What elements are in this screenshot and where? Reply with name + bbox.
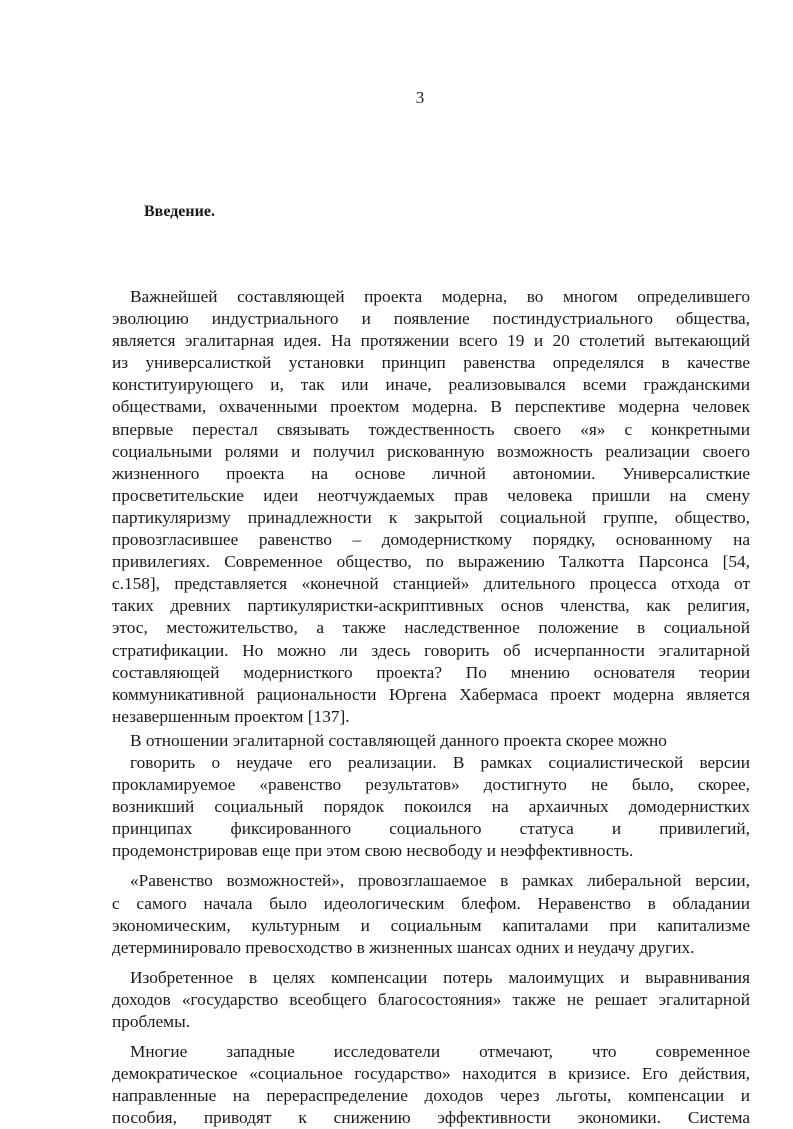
- text-line: является эгалитарная идея. На протяжении всего 19 и 20 столетий вытекающий: [112, 331, 750, 351]
- text-line: из универсалисткой установки принцип равенства определялся в качестве: [112, 353, 750, 373]
- text-line: партикуляризму принадлежности к закрытой социальной группе, общество,: [112, 507, 750, 527]
- paragraph: [112, 870, 750, 958]
- text-line: детерминировало превосходство в жизненных шансах одних и неудачу других.: [112, 937, 695, 957]
- text-line: принципах фиксированного социального статуса и привилегий,: [112, 819, 750, 839]
- text-line: впервые перестал связывать тождественность своего «я» с конкретными: [112, 419, 750, 439]
- text-line: с.158], представляется «конечной станцией» длительного процесса отхода от: [112, 574, 750, 594]
- text-line: этос, местожительство, а также наследственное положение в социальной: [112, 618, 750, 638]
- text-line: продемонстрировав еще при этом свою несвободу и неэффективность.: [112, 841, 634, 861]
- text-line: прокламируемое «равенство результатов» достигнуто не было, скорее,: [112, 775, 750, 795]
- text-line: возникший социальный порядок покоился на архаичных домодернистких: [112, 797, 750, 817]
- paragraph: [112, 967, 750, 1033]
- text-line: Многие западные исследователи отмечают, что современное: [130, 1042, 750, 1062]
- text-line: конституирующего и, так или иначе, реализовывался всеми гражданскими: [112, 375, 750, 395]
- text-line: провозгласившее равенство – домодернисткому порядку, основанному на: [112, 530, 750, 550]
- text-line: говорить о неудаче его реализации. В рамках социалистической версии: [130, 752, 750, 772]
- text-line: составляющей модернисткого проекта? По мнению основателя теории: [112, 662, 750, 682]
- text-line: эволюцию индустриального и появление постиндустриального общества,: [112, 309, 750, 329]
- text-line: таких древних партикуляристки-аскриптивных основ членства, как религия,: [112, 596, 750, 616]
- text-line: проблемы.: [112, 1012, 191, 1031]
- text-line: «Равенство возможностей», провозглашаемое в рамках либеральной версии,: [130, 871, 750, 891]
- text-line: обществами, охваченными проектом модерна. В перспективе модерна человек: [112, 397, 750, 417]
- text-line: демократическое «социальное государство» находится в кризисе. Его действия,: [112, 1064, 750, 1084]
- text-line: Важнейшей составляющей проекта модерна, во многом определившего: [130, 287, 750, 306]
- text-line: жизненного проекта на основе личной автономии. Универсалисткие: [112, 463, 750, 483]
- page-number: 3: [415, 88, 425, 107]
- text-line: стратификации. Но можно ли здесь говорить об исчерпанности эгалитарной: [112, 640, 750, 660]
- text-line: пособия, приводят к снижению эффективности экономики. Система: [112, 1108, 750, 1128]
- text-line: Изобретенное в целях компенсации потерь малоимущих и выравнивания: [130, 967, 750, 987]
- text-line: коммуникативной рациональности Юргена Хабермаса проект модерна является: [112, 684, 750, 704]
- paragraph: [112, 1041, 750, 1129]
- section-heading: Введение.: [144, 203, 215, 220]
- body-text: [112, 286, 750, 1129]
- text-line: направленные на перераспределение доходов через льготы, компенсации и: [112, 1086, 750, 1106]
- paragraph: [112, 286, 750, 728]
- text-line: В отношении эгалитарной составляющей данного проекта скорее можно: [130, 730, 667, 750]
- text-line: с самого начала было идеологическим блефом. Неравенство в обладании: [112, 893, 750, 913]
- text-line: привилегиях. Современное общество, по выражению Талкотта Парсонса [54,: [112, 552, 750, 572]
- paragraph: [112, 730, 750, 863]
- text-line: просветительские идеи неотчуждаемых прав человека пришли на смену: [112, 485, 750, 505]
- text-line: социальными ролями и получил рискованную возможность реализации своего: [112, 441, 750, 461]
- text-line: незавершенным проектом [137].: [112, 706, 350, 726]
- text-line: доходов «государство всеобщего благосостояния» также не решает эгалитарной: [112, 989, 750, 1009]
- text-line: экономическим, культурным и социальным капиталами при капитализме: [112, 915, 750, 935]
